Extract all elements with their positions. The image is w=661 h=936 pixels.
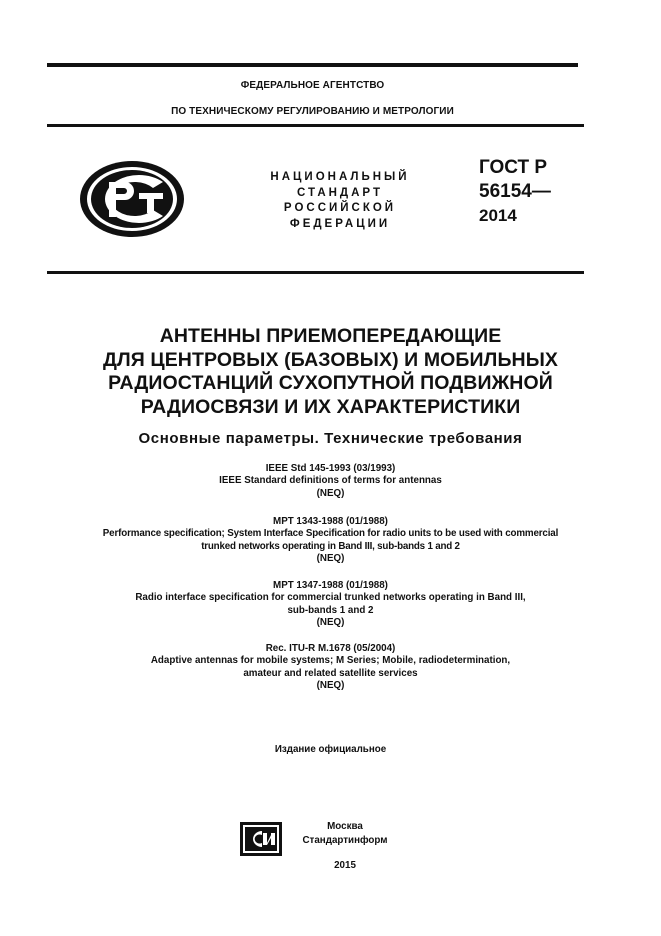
standard-code-line-3: 2014 <box>479 206 517 225</box>
agency-line-2: ПО ТЕХНИЧЕСКОМУ РЕГУЛИРОВАНИЮ И МЕТРОЛОГИИ <box>171 106 454 117</box>
national-standard-line-4: ФЕДЕРАЦИИ <box>289 217 391 230</box>
top-rule <box>47 63 578 67</box>
reference-block <box>20 643 641 693</box>
national-standard-line-3: РОССИЙСКОЙ <box>283 202 397 214</box>
reference-text: amateur and related satellite services <box>243 667 418 679</box>
document-title-line-2: ДЛЯ ЦЕНТРОВЫХ (БАЗОВЫХ) И МОБИЛЬНЫХ <box>102 348 559 371</box>
publisher-name: Стандартинформ <box>302 835 388 846</box>
reference-block <box>20 580 641 630</box>
national-standard-label <box>250 170 430 232</box>
reference-text: trunked networks operating in Band III, sub-bands 1 and 2 <box>201 540 460 552</box>
reference-text: sub-bands 1 and 2 <box>287 604 374 616</box>
national-standard-line-1: НАЦИОНАЛЬНЫЙ <box>270 171 410 183</box>
standard-code <box>479 156 551 228</box>
standard-code-line-2: 56154— <box>479 181 551 202</box>
document-title-line-1: АНТЕННЫ ПРИЕМОПЕРЕДАЮЩИЕ <box>159 325 502 347</box>
reference-block <box>20 463 641 500</box>
reference-status: (NEQ) <box>316 553 345 565</box>
document-title-line-3: РАДИОСТАНЦИЙ СУХОПУТНОЙ ПОДВИЖНОЙ <box>108 372 553 394</box>
edition-label: Издание официальное <box>274 744 387 755</box>
reference-text: Adaptive antennas for mobile systems; M Series; Mobile, radiodetermination, <box>150 655 511 667</box>
reference-status: (NEQ) <box>316 680 345 692</box>
publisher-city: Москва <box>327 821 363 832</box>
reference-code: IEEE Std 145-1993 (03/1993) <box>265 463 396 474</box>
standard-code-line-1: ГОСТ Р <box>479 157 548 178</box>
header-rule <box>47 124 584 127</box>
reference-status: (NEQ) <box>316 617 345 629</box>
standartinform-logo-icon <box>240 822 282 856</box>
reference-code: MPT 1347-1988 (01/1988) <box>273 580 388 591</box>
reference-text: IEEE Standard definitions of terms for antennas <box>219 475 442 487</box>
publisher-block <box>290 820 400 873</box>
reference-code: MPT 1343-1988 (01/1988) <box>273 516 388 527</box>
title-rule <box>47 271 584 274</box>
reference-code: Rec. ITU-R M.1678 (05/2004) <box>265 643 396 654</box>
rst-certification-mark-icon <box>77 158 187 240</box>
document-subtitle: Основные параметры. Технические требования <box>138 430 523 447</box>
agency-line-1: ФЕДЕРАЛЬНОЕ АГЕНТСТВО <box>240 80 385 91</box>
reference-block <box>20 516 641 566</box>
reference-text: Radio interface specification for commercial trunked networks operating in Band III, <box>135 592 526 604</box>
reference-text: Performance specification; System Interface Specification for radio units to be used with commercial <box>102 528 559 540</box>
document-title <box>47 325 614 419</box>
document-title-line-4: РАДИОСВЯЗИ И ИХ ХАРАКТЕРИСТИКИ <box>140 395 521 418</box>
reference-status: (NEQ) <box>316 487 345 499</box>
national-standard-line-2: СТАНДАРТ <box>297 186 383 199</box>
publication-year: 2015 <box>334 860 356 871</box>
